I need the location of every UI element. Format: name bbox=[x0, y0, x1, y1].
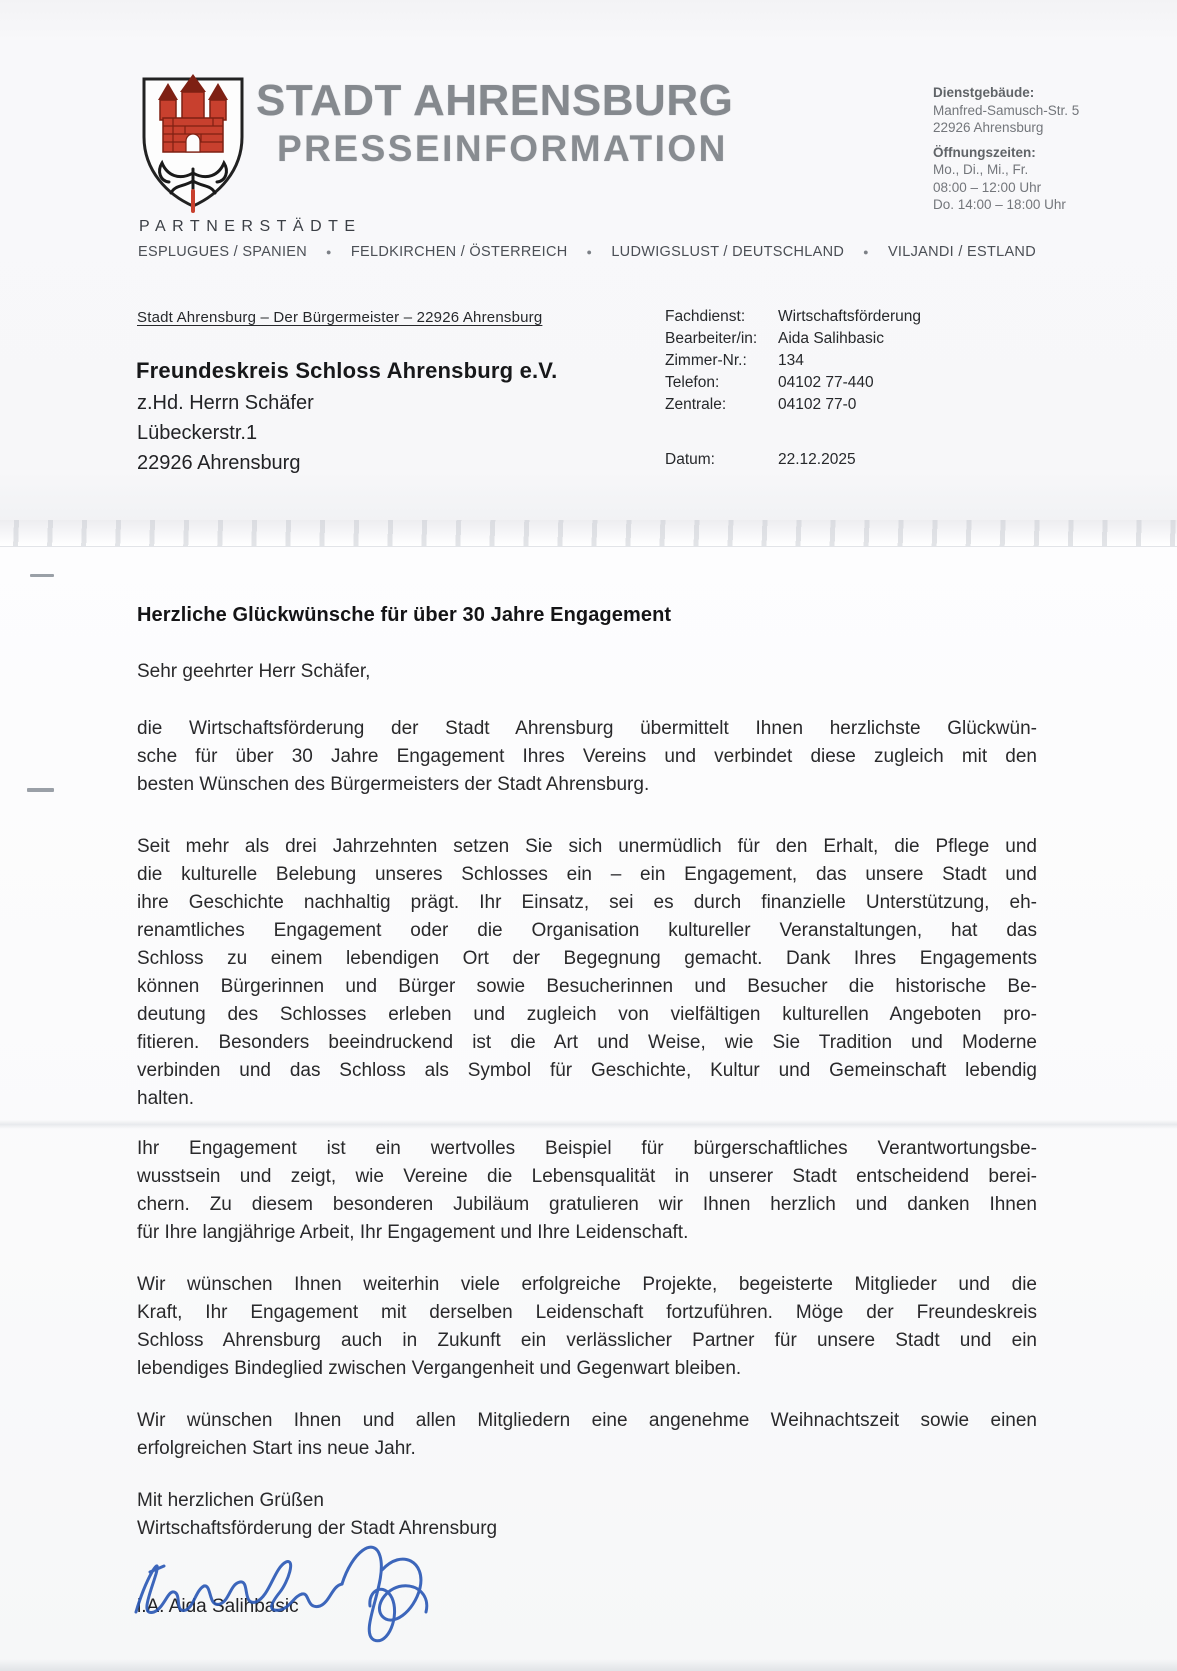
bullet-separator: ● bbox=[863, 247, 869, 257]
paragraph-line: die Wirtschaftsförderung der Stadt Ahrensburg übermittelt Ihnen herzlichste Glückwün- bbox=[137, 718, 1037, 739]
paragraph bbox=[137, 1271, 1037, 1383]
recipient-street: Lübeckerstr.1 bbox=[137, 422, 258, 444]
contact-info-row bbox=[665, 328, 921, 350]
contact-info-value: 134 bbox=[778, 352, 804, 369]
contact-info-value: Aida Salihbasic bbox=[778, 330, 884, 347]
office-address-line: Manfred-Samusch-Str. 5 bbox=[933, 102, 1080, 118]
date-row bbox=[665, 451, 856, 469]
paragraph-line: verbinden und das Schloss als Symbol für Geschichte, Kultur und Gemeinschaft lebendig bbox=[137, 1060, 1037, 1081]
partner-city: ESPLUGUES / SPANIEN bbox=[138, 244, 308, 260]
paragraph-line: renamtliches Engagement oder die Organisation kultureller Veranstaltungen, hat das bbox=[137, 920, 1037, 941]
paragraph-line: Schloss zu einem lebendigen Ort der Begegnung gemacht. Dank Ihres Engagements bbox=[137, 948, 1037, 969]
org-title: STADT AHRENSBURG bbox=[256, 76, 734, 125]
bullet-separator: ● bbox=[326, 247, 332, 257]
contact-info-value: Wirtschaftsförderung bbox=[778, 308, 921, 325]
subject-line: Herzliche Glückwünsche für über 30 Jahre Engagement bbox=[137, 604, 672, 626]
paragraph-line: besten Wünschen des Bürgermeisters der Stadt Ahrensburg. bbox=[137, 774, 650, 795]
doc-type-title: PRESSEINFORMATION bbox=[277, 128, 728, 169]
partner-city: FELDKIRCHEN / ÖSTERREICH bbox=[350, 244, 568, 260]
paragraph-line: Ihr Engagement ist ein wertvolles Beispiel für bürgerschaftliches Verantwortungsbe- bbox=[137, 1138, 1037, 1159]
bullet-separator: ● bbox=[586, 247, 593, 257]
paragraph-line: ihre Geschichte nachhaltig prägt. Ihr Einsatz, sei es durch finanzielle Unterstützung, eh- bbox=[137, 892, 1037, 913]
contact-info-row bbox=[665, 372, 921, 394]
paragraph-line: die kulturelle Belebung unseres Schlosses ein – ein Engagement, das unsere Stadt und bbox=[137, 864, 1037, 885]
recipient-attention: z.Hd. Herrn Schäfer bbox=[137, 392, 314, 414]
fold-mark-top bbox=[30, 574, 54, 577]
office-hours-label: Öffnungszeiten: bbox=[933, 144, 1036, 160]
coat-of-arms-logo bbox=[133, 73, 253, 221]
paragraph-line: chern. Zu diesem besonderen Jubiläum gratulieren wir Ihnen herzlich und danken Ihnen bbox=[137, 1194, 1037, 1215]
partner-city: VILJANDI / ESTLAND bbox=[887, 244, 1036, 260]
paragraph-line: können Bürgerinnen und Bürger sowie Besucherinnen und Besucher die historische Be- bbox=[137, 976, 1037, 997]
paragraph-line: für Ihre langjährige Arbeit, Ihr Engagement und Ihre Leidenschaft. bbox=[137, 1222, 689, 1243]
date-label: Datum: bbox=[665, 451, 715, 468]
closing-department: Wirtschaftsförderung der Stadt Ahrensburg bbox=[137, 1518, 498, 1539]
paragraph-line: fitieren. Besonders beeindruckend ist die Art und Weise, wie Sie Tradition und Moderne bbox=[137, 1032, 1037, 1053]
paragraph-line: Wir wünschen Ihnen weiterhin viele erfolgreiche Projekte, begeisterte Mitglieder und die bbox=[137, 1274, 1037, 1295]
paragraph-line: lebendiges Bindeglied zwischen Vergangenheit und Gegenwart bleiben. bbox=[137, 1358, 742, 1379]
paragraphs bbox=[137, 715, 1037, 1463]
recipient-city: 22926 Ahrensburg bbox=[137, 452, 301, 474]
contact-info-label: Fachdienst: bbox=[665, 308, 746, 325]
paragraph-line: halten. bbox=[137, 1088, 195, 1109]
letter-body bbox=[137, 604, 1037, 1618]
salutation: Sehr geehrter Herr Schäfer, bbox=[137, 661, 371, 682]
office-building-label: Dienstgebäude: bbox=[933, 85, 1035, 100]
contact-info-label: Telefon: bbox=[665, 374, 720, 391]
paragraph-line: deutung des Schlosses erleben und zugleich von vielfältigen kulturellen Angeboten pro- bbox=[137, 1004, 1037, 1025]
paragraph bbox=[137, 715, 1037, 799]
partner-cities-row bbox=[138, 244, 1036, 260]
fold-mark-bottom bbox=[27, 788, 54, 792]
recipient-name: Freundeskreis Schloss Ahrensburg e.V. bbox=[136, 358, 558, 383]
paragraph bbox=[137, 1135, 1037, 1247]
office-info-block bbox=[933, 84, 1168, 214]
contact-info-value: 04102 77-0 bbox=[778, 396, 857, 413]
paragraph-line: wusstsein und zeigt, wie Vereine die Lebensqualität in unserer Stadt entscheidend berei- bbox=[137, 1166, 1037, 1187]
contact-info-row bbox=[665, 306, 921, 328]
paragraph bbox=[137, 1407, 1037, 1463]
office-address-line: 22926 Ahrensburg bbox=[933, 120, 1044, 135]
paragraph-line: Kraft, Ihr Engagement mit derselben Leidenschaft fortzuführen. Möge der Freundeskreis bbox=[137, 1302, 1037, 1323]
office-hours-line: Mo., Di., Mi., Fr. bbox=[933, 162, 1029, 177]
paper-fold-tear bbox=[0, 520, 1177, 547]
paragraph-line: erfolgreichen Start ins neue Jahr. bbox=[137, 1438, 416, 1459]
contact-info-label: Zentrale: bbox=[665, 396, 727, 413]
paragraph-line: Schloss Ahrensburg auch in Zukunft ein verlässlicher Partner für unsere Stadt und ein bbox=[137, 1330, 1037, 1351]
signer-name: i.A. Aida Salihbasic bbox=[137, 1596, 299, 1617]
partner-city: LUDWIGSLUST / DEUTSCHLAND bbox=[611, 244, 845, 260]
contact-info-row bbox=[665, 394, 921, 416]
closing-greeting: Mit herzlichen Grüßen bbox=[137, 1490, 324, 1511]
sender-return-line: Stadt Ahrensburg – Der Bürgermeister – 22926 Ahrensburg bbox=[137, 309, 543, 326]
contact-info-label: Zimmer-Nr.: bbox=[665, 352, 747, 369]
scan-bottom-shadow bbox=[0, 1659, 1177, 1671]
paragraph-line: Wir wünschen Ihnen und allen Mitgliedern eine angenehme Weihnachtszeit sowie einen bbox=[137, 1410, 1037, 1431]
paragraph-line: sche für über 30 Jahre Engagement Ihres Vereins und verbindet diese zugleich mit den bbox=[137, 746, 1037, 767]
partner-cities-label: PARTNERSTÄDTE bbox=[139, 218, 362, 235]
date-value: 22.12.2025 bbox=[778, 451, 856, 468]
castle-icon bbox=[158, 74, 228, 152]
contact-info-row bbox=[665, 350, 921, 372]
paragraph-line: Seit mehr als drei Jahrzehnten setzen Sie sich unermüdlich für den Erhalt, die Pflege und bbox=[137, 836, 1037, 857]
contact-info-label: Bearbeiter/in: bbox=[665, 330, 758, 347]
contact-info-block bbox=[665, 306, 921, 416]
contact-info-value: 04102 77-440 bbox=[778, 374, 874, 391]
office-hours-line: Do. 14:00 – 18:00 Uhr bbox=[933, 197, 1066, 212]
paragraph bbox=[137, 833, 1037, 1113]
signature-handwriting bbox=[130, 1528, 450, 1653]
office-hours-line: 08:00 – 12:00 Uhr bbox=[933, 179, 1042, 195]
